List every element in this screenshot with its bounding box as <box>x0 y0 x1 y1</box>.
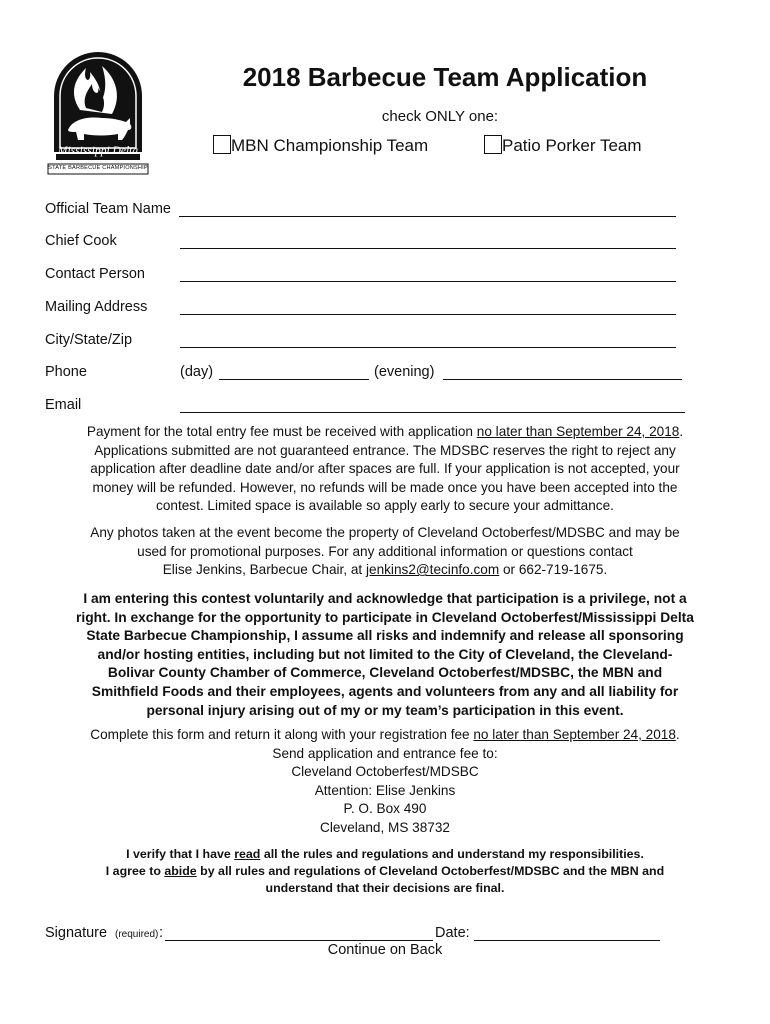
check-instruction: check ONLY one: <box>381 108 499 125</box>
signature-required-note: (required) <box>115 929 159 940</box>
chief-cook-input-line[interactable] <box>180 248 676 249</box>
logo-graphic <box>46 48 150 178</box>
page-title: 2018 Barbecue Team Application <box>242 62 648 92</box>
verify-text-a: I verify that I have <box>126 847 235 861</box>
payment-deadline: no later than September 24, 2018 <box>476 424 680 439</box>
contact-phone-text: or 662-719-1675. <box>499 562 608 578</box>
payment-line-5: contest. Limited space is available so apply early to secure your admittance. <box>156 498 614 514</box>
signature-colon: : <box>159 925 164 941</box>
payment-line-3: application after deadline date and/or after spaces are full. If your application is not accepted, your <box>90 461 680 477</box>
return-line-3: Cleveland Octoberfest/MDSBC <box>291 764 479 780</box>
phone-evening-input-line[interactable] <box>443 379 682 380</box>
payment-period: . <box>679 424 684 439</box>
mailing-address-input-line[interactable] <box>180 314 676 315</box>
phone-day-input-line[interactable] <box>219 379 369 380</box>
email-label: Email <box>45 397 82 413</box>
option-mbn-championship[interactable] <box>213 136 428 156</box>
continue-on-back: Continue on Back <box>327 942 443 958</box>
team-name-label: Official Team Name <box>45 201 171 217</box>
date-input-line[interactable] <box>474 940 660 941</box>
return-line-4: Attention: Elise Jenkins <box>314 782 456 798</box>
mailing-address-field <box>45 299 705 319</box>
photos-line-3 <box>40 561 730 580</box>
verify-read: read <box>234 847 261 861</box>
payment-paragraph <box>40 423 730 516</box>
contact-email-link[interactable]: jenkins2@tecinfo.com <box>366 562 500 578</box>
photos-line-1: Any photos taken at the event become the property of Cleveland Octoberfest/MDSBC and may be <box>90 525 680 540</box>
payment-line-4: money will be refunded. However, no refunds will be made once you have been accepted into the <box>92 479 678 495</box>
city-state-zip-field <box>45 332 705 352</box>
payment-line-1 <box>40 423 730 442</box>
verify-paragraph <box>40 846 730 897</box>
mississippi-delta-logo <box>46 48 150 178</box>
return-line-1 <box>40 726 730 745</box>
waiver-line-7: personal injury arising out of my or my team’s participation in this event. <box>146 702 624 718</box>
return-line-5: P. O. Box 490 <box>343 801 427 817</box>
agree-text-a: I agree to <box>105 864 165 878</box>
signature-input-line[interactable] <box>165 940 433 941</box>
waiver-line-3: State Barbecue Championship, I assume all risks and indemnify and release all sponsoring <box>86 628 684 644</box>
waiver-line-6: Smithfield Foods and their employees, agents and volunteers from any and all liability for <box>91 683 679 699</box>
payment-line-2: Applications submitted are not guaranteed entrance. The MDSBC reserves the right to reject any <box>94 442 676 458</box>
phone-evening-label: (evening) <box>374 364 435 380</box>
email-field <box>45 397 705 417</box>
waiver-line-2: right. In exchange for the opportunity to participate in Cleveland Octoberfest/Mississippi Delta <box>76 609 694 625</box>
city-state-zip-label: City/State/Zip <box>45 332 133 348</box>
verify-line-3: understand that their decisions are final. <box>265 881 505 895</box>
phone-field <box>45 364 705 384</box>
team-name-field <box>45 201 705 221</box>
phone-day-label: (day) <box>180 364 214 380</box>
patio-option-label: Patio Porker Team <box>502 136 642 155</box>
agree-abide: abide <box>164 864 197 878</box>
waiver-line-4: and/or hosting entities, including but not limited to the City of Cleveland, the Cleveland- <box>97 646 673 662</box>
return-text: Complete this form and return it along with your registration fee <box>90 727 474 742</box>
verify-line-1 <box>40 846 730 863</box>
waiver-line-5: Bolivar County Chamber of Commerce, Cleveland Octoberfest/MDSBC, the MBN and <box>107 665 663 681</box>
agree-text-b: by all rules and regulations of Cleveland Octoberfest/MDSBC and the MBN and <box>196 864 665 878</box>
team-name-input-line[interactable] <box>179 216 676 217</box>
return-line-2: Send application and entrance fee to: <box>272 745 498 761</box>
signature-label: Signature <box>45 925 108 941</box>
return-line-6: Cleveland, MS 38732 <box>320 819 450 835</box>
contact-person-input-line[interactable] <box>180 281 676 282</box>
contact-text: Elise Jenkins, Barbecue Chair, at <box>162 562 366 578</box>
mbn-checkbox[interactable] <box>213 135 231 154</box>
mailing-address-label: Mailing Address <box>45 299 148 315</box>
waiver-paragraph <box>40 590 730 720</box>
email-input-line[interactable] <box>180 412 685 413</box>
verify-text-b: all the rules and regulations and understand my responsibilities. <box>260 847 644 861</box>
contact-person-label: Contact Person <box>45 266 145 282</box>
chief-cook-label: Chief Cook <box>45 233 117 249</box>
date-label: Date: <box>435 925 470 941</box>
contact-person-field <box>45 266 705 286</box>
photos-line-2: used for promotional purposes. For any additional information or questions contact <box>137 543 633 559</box>
option-patio-porker[interactable] <box>484 136 642 156</box>
waiver-line-1: I am entering this contest voluntarily and acknowledge that participation is a privilege, not a <box>83 591 687 606</box>
chief-cook-field <box>45 233 705 253</box>
return-paragraph <box>40 726 730 838</box>
logo-name-text: Mississippi Delta <box>57 145 139 157</box>
patio-checkbox[interactable] <box>484 135 502 154</box>
photos-paragraph <box>40 524 730 580</box>
payment-text: Payment for the total entry fee must be received with application <box>86 424 477 439</box>
mbn-option-label: MBN Championship Team <box>231 136 429 155</box>
phone-label: Phone <box>45 364 87 380</box>
return-period: . <box>675 727 680 742</box>
city-state-zip-input-line[interactable] <box>180 347 676 348</box>
verify-line-2 <box>40 863 730 880</box>
logo-sub-text: STATE BARBECUE CHAMPIONSHIP <box>48 165 148 171</box>
return-deadline: no later than September 24, 2018 <box>473 727 676 742</box>
